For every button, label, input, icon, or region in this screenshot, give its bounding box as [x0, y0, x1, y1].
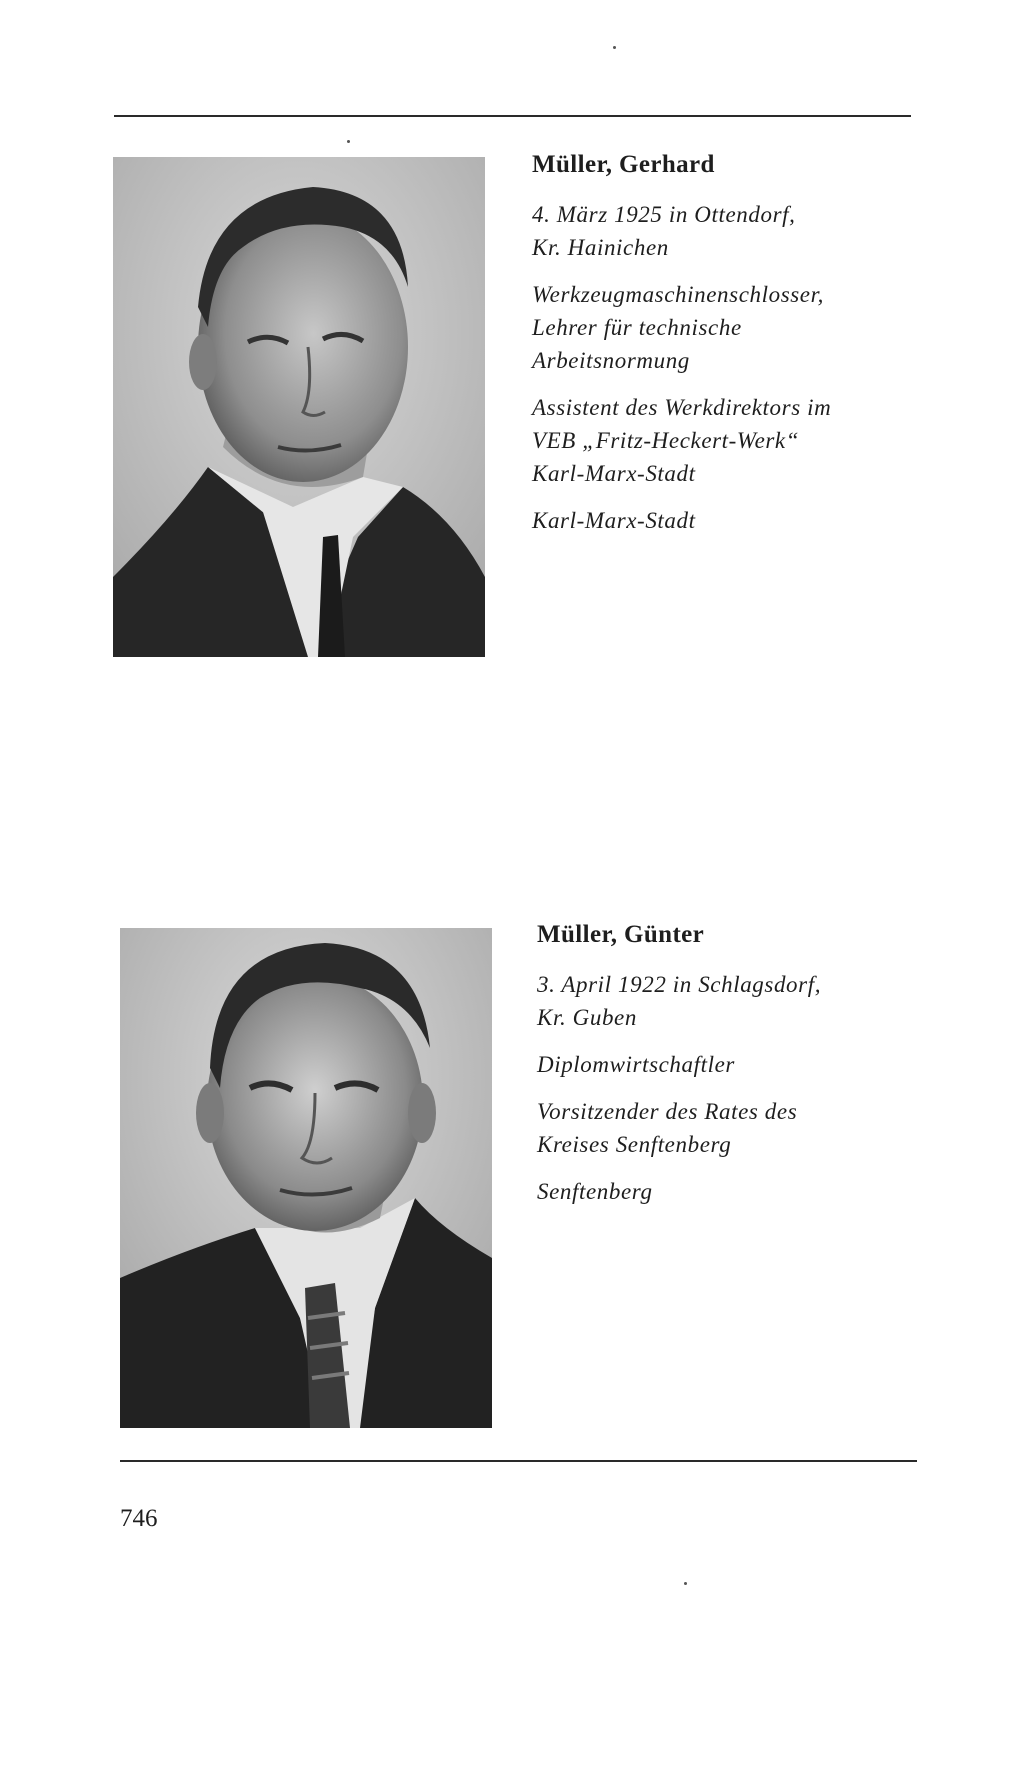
entry-name: Müller, Gerhard	[532, 151, 715, 178]
entry-birth: 4. März 1925 in Ottendorf, Kr. Hainichen	[532, 202, 796, 260]
print-speck	[684, 1582, 687, 1585]
print-speck	[613, 46, 616, 49]
entry-position: Assistent des Werkdirektors im VEB „Fritz-Heckert-Werk“ Karl-Marx-Stadt	[532, 395, 832, 486]
entry-birth: 3. April 1922 in Schlagsdorf, Kr. Guben	[537, 972, 822, 1030]
portrait-photo-guenter	[120, 928, 492, 1428]
portrait-photo-gerhard	[113, 157, 485, 657]
portrait-photo-icon	[120, 928, 492, 1428]
entry-residence: Senftenberg	[537, 1179, 653, 1204]
entry-residence: Karl-Marx-Stadt	[532, 508, 696, 533]
page-number: 746	[120, 1505, 158, 1532]
entry-profession: Werkzeugmaschinenschlosser, Lehrer für technische Arbeitsnormung	[532, 282, 824, 373]
entry-profession: Diplomwirtschaftler	[537, 1052, 735, 1077]
entry-position: Vorsitzender des Rates des Kreises Senftenberg	[537, 1099, 798, 1157]
bottom-divider	[120, 1460, 917, 1462]
biography-entry-gerhard	[532, 148, 932, 551]
biography-entry-guenter	[537, 918, 937, 1222]
top-divider	[114, 115, 911, 117]
portrait-photo-icon	[113, 157, 485, 657]
print-speck	[347, 140, 350, 143]
entry-name: Müller, Günter	[537, 921, 705, 948]
